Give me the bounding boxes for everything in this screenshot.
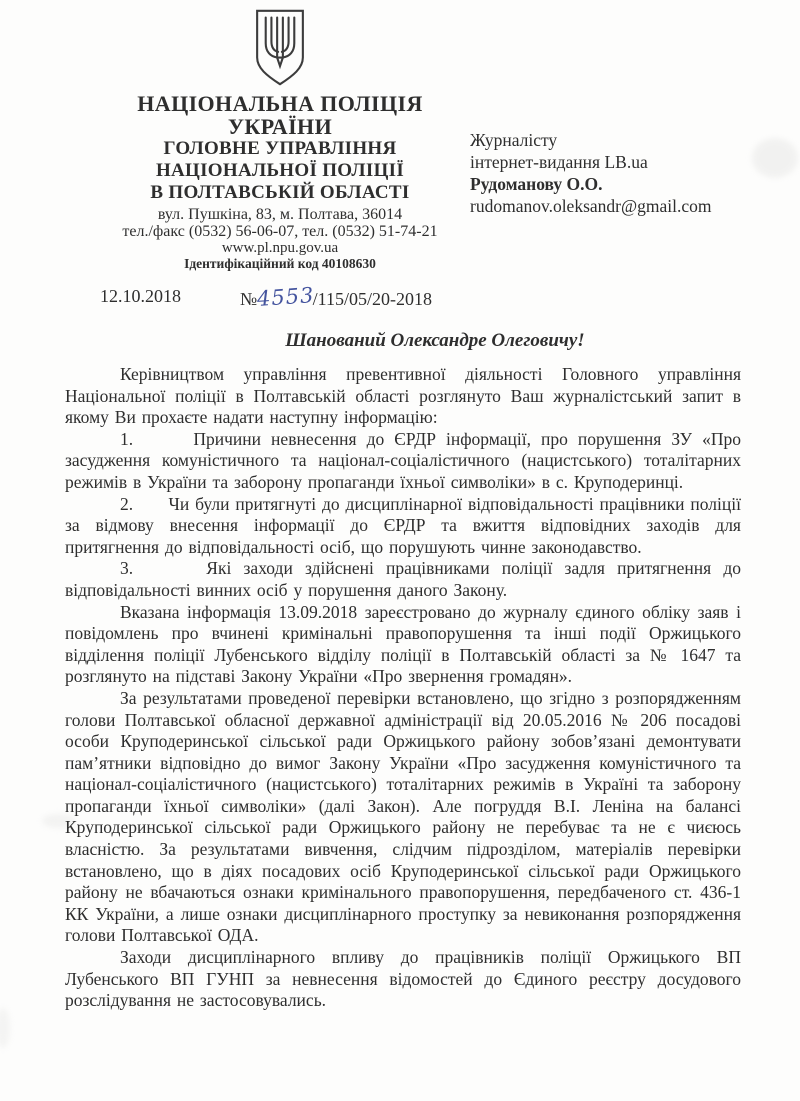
number-sign: № xyxy=(240,289,258,309)
department-line3: В ПОЛТАВСЬКІЙ ОБЛАСТІ xyxy=(150,182,410,203)
body-paragraph: За результатами проведеної перевірки встановлено, що згідно з розпорядженням голови Полтавської обласної державної адміністрації від 20.05.2016 № 206 посадові особи Круподеринської сільської ради Оржицького району зобов’язані демонтувати пам’ятники відповідно до вимог Закону України «Про засудження комуністичного та націонал-соціалістичного (нацистського) тоталітарних режимів в Україні та заборону пропаганди їхньої символіки» (далі Закон). Але погруддя В.І. Леніна на балансі Круподеринської сільської ради Оржицького району не перебуває та не є чиєюсь власністю. За результатами вивчення, слідчим підрозділом, матеріалів перевірки встановлено, що в діях посадових осіб Круподеринської сільської ради Оржицького району не вбачаються ознаки кримінального правопорушення, передбаченого ст. 436-1 КК України, а лише ознаки дисциплінарного проступку за невиконання розпорядження голови Полтавської ОДА. xyxy=(65,687,741,946)
letter-date: 12.10.2018 xyxy=(100,286,181,306)
scan-smudge xyxy=(0,1008,10,1048)
scan-smudge xyxy=(752,138,798,178)
body-paragraph-item-2: 2. Чи були притягнуті до дисциплінарної відповідальності працівники поліції за відмову внесення інформації до ЄРДР та вжиття відповідних заходів для притягнення до відповідальності осіб, що порушують чинне законодавство. xyxy=(65,493,741,557)
letter-body xyxy=(65,364,741,1012)
org-phones: тел./факс (0532) 56-06-07, тел. (0532) 51-74-21 xyxy=(122,223,438,240)
recipient-role: Журналісту xyxy=(470,130,558,150)
handwritten-number: 4553 xyxy=(256,283,316,311)
ukraine-trident-coat-of-arms-icon xyxy=(248,8,312,88)
org-address: вул. Пушкіна, 83, м. Полтава, 36014 xyxy=(157,206,403,223)
emblem-wrap xyxy=(95,8,465,90)
department-line2: НАЦІОНАЛЬНОЇ ПОЛІЦІЇ xyxy=(155,160,405,181)
body-paragraph-item-3: 3. Які заходи здійснені працівниками поліції задля притягнення до відповідальності винних осіб у порушення даного Закону. xyxy=(65,558,741,600)
body-paragraph: Заходи дисциплінарного впливу до працівників поліції Оржицького ВП Лубенського ВП ГУНП за невнесення відомостей до Єдиного реєстру досудового розслідування не застосовувались. xyxy=(65,947,741,1011)
letterhead xyxy=(95,8,465,271)
recipient-name: Рудоманову О.О. xyxy=(470,174,603,194)
org-name-line1: НАЦІОНАЛЬНА ПОЛІЦІЯ xyxy=(137,91,423,116)
recipient-email: rudomanov.oleksandr@gmail.com xyxy=(470,196,712,216)
org-name-line2: УКРАЇНИ xyxy=(227,114,333,139)
reference-line xyxy=(100,283,432,311)
registration-number xyxy=(240,283,432,311)
org-id-code: Ідентифікаційний код 40108630 xyxy=(184,256,376,271)
body-paragraph-item-1: 1. Причини невнесення до ЄРДР інформації, про порушення ЗУ «Про засудження комуністичного та націонал-соціалістичного (нацистського) тоталітарних режимів в України та заборону пропаганди їхньої символіки» в с. Круподеринці. xyxy=(65,428,741,492)
number-suffix: /115/05/20-2018 xyxy=(312,289,432,309)
recipient-block xyxy=(470,129,711,217)
body-paragraph: Керівництвом управління превентивної діяльності Головного управління Національної поліції в Полтавській області розглянуто Ваш журналістський запит в якому Ви прохаєте надати наступну інформацію: xyxy=(65,364,741,428)
salutation: Шанований Олександре Олеговичу! xyxy=(285,330,585,351)
department-line1: ГОЛОВНЕ УПРАВЛІННЯ xyxy=(163,138,397,159)
org-website: www.pl.npu.gov.ua xyxy=(221,240,339,256)
body-paragraph: Вказана інформація 13.09.2018 зареєстровано до журналу єдиного обліку заяв і повідомлень про вчинені кримінальні правопорушення та інші події Оржицького відділення поліції Лубенського відділу поліції в Полтавській області за № 1647 та розглянуто на підставі Закону України «Про звернення громадян». xyxy=(65,601,741,687)
recipient-organization: інтернет-видання LB.ua xyxy=(470,152,648,172)
